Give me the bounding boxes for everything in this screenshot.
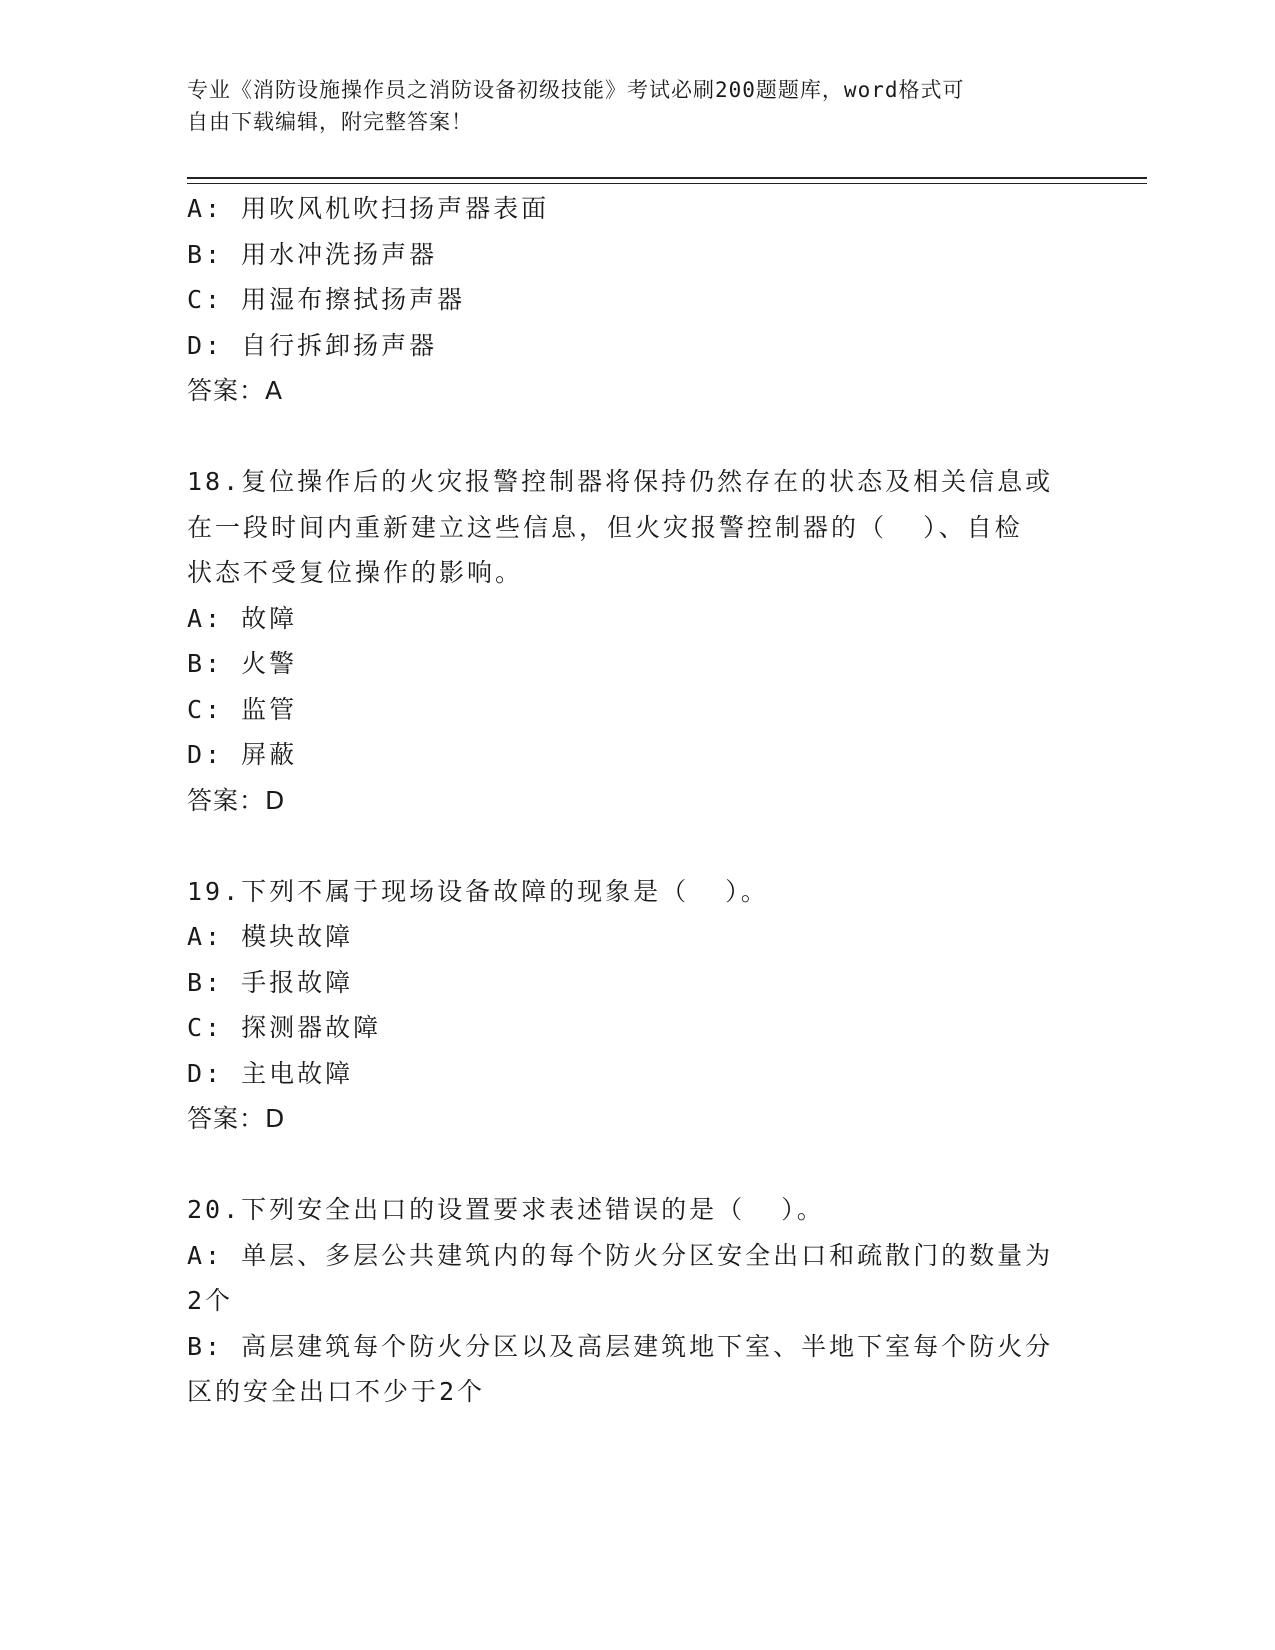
option-a: A: 用吹风机吹扫扬声器表面 [187,194,550,223]
question-stem-line: 19.下列不属于现场设备故障的现象是（ ）。 [187,876,769,906]
option-c: C: 探测器故障 [187,1013,382,1042]
answer: 答案：D [187,785,286,815]
option-a: A: 模块故障 [187,922,354,951]
option-b: B: 用水冲洗扬声器 [187,239,438,269]
question-19 [187,869,1067,1142]
header-line-2: 自由下载编辑，附完整答案！ [187,110,473,134]
question-17 [187,186,1067,414]
option-c: C: 监管 [187,694,298,724]
header-divider-thick [187,177,1147,179]
answer: 答案：D [187,1104,286,1133]
option-a: A: 故障 [187,603,298,633]
spacer [187,414,1067,460]
question-stem-line: 状态不受复位操作的影响。 [187,558,524,587]
question-stem-line: 20.下列安全出口的设置要求表述错误的是（ ）。 [187,1195,825,1224]
option-d: D: 屏蔽 [187,740,298,769]
option-b-line-2: 区的安全出口不少于2个 [187,1377,486,1406]
option-b: B: 手报故障 [187,967,354,997]
spacer [187,1142,1067,1188]
spacer [187,823,1067,869]
document-header [187,74,1067,138]
option-d: D: 主电故障 [187,1058,354,1088]
option-a-line-2: 2个 [187,1286,234,1315]
option-b-line-1: B: 高层建筑每个防火分区以及高层建筑地下室、半地下室每个防火分 [187,1331,1054,1361]
question-content [187,186,1067,1415]
option-d: D: 自行拆卸扬声器 [187,330,438,360]
option-a-line-1: A: 单层、多层公共建筑内的每个防火分区安全出口和疏散门的数量为 [187,1240,1054,1270]
answer: 答案：A [187,376,284,405]
question-stem-line: 18.复位操作后的火灾报警控制器将保持仍然存在的状态及相关信息或 [187,467,1054,496]
question-20 [187,1187,1067,1415]
option-c: C: 用湿布擦拭扬声器 [187,285,466,314]
question-stem-line: 在一段时间内重新建立这些信息，但火灾报警控制器的（ ）、自检 [187,512,1023,542]
question-18 [187,459,1067,823]
header-divider-thin [187,183,1147,184]
option-b: B: 火警 [187,649,298,678]
header-line-1: 专业《消防设施操作员之消防设备初级技能》考试必刷200题题库，word格式可 [187,78,965,102]
